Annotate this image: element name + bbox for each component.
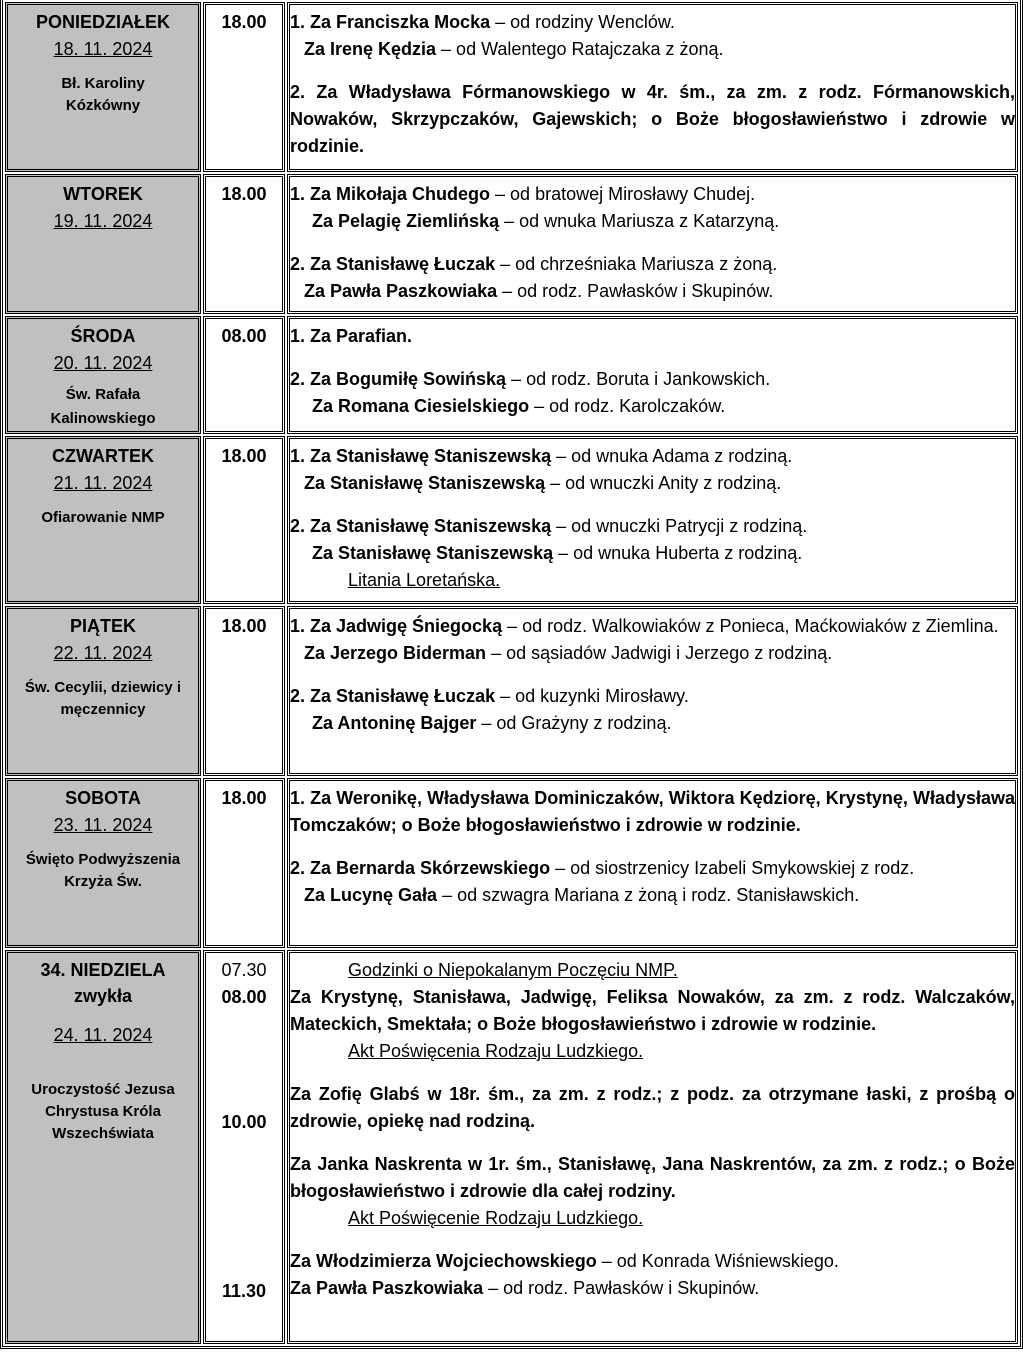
day-name: PIĄTEK bbox=[69, 616, 136, 636]
intentions-cell bbox=[287, 778, 1018, 948]
intention: 2. Za Stanisławę Staniszewską – od wnuczki Patrycji z rodziną. bbox=[290, 516, 808, 536]
intention: Za Zofię Glabś w 18r. śm., za zm. z rodz.; z podz. za otrzymane łaski, z prośbą o zdrowie, opiekę nad rodziną. bbox=[290, 1084, 1015, 1131]
mass-time: 18.00 bbox=[221, 788, 267, 808]
day-cell bbox=[5, 436, 201, 604]
intention: Za Krystynę, Stanisława, Jadwigę, Feliksa Nowaków, za zm. z rodz. Walczaków, Mateckich, Smektała; o Boże błogosławieństwo i zdrowie w rodzinie. bbox=[290, 987, 1015, 1034]
intention: Za Irenę Kędzia – od Walentego Ratajczaka z żoną. bbox=[304, 39, 724, 59]
liturgy-note: Akt Poświęcenie Rodzaju Ludzkiego. bbox=[348, 1208, 644, 1228]
liturgy-note: Akt Poświęcenia Rodzaju Ludzkiego. bbox=[348, 1041, 644, 1061]
time-cell bbox=[203, 606, 285, 776]
day-cell bbox=[5, 606, 201, 776]
intention: 2. Za Władysława Fórmanowskiego w 4r. śm., za zm. z rodz. Fórmanowskich, Nowaków, Skrzypczaków, Gajewskich; o Boże błogosławieństwo i zdrowie w rodzinie. bbox=[290, 82, 1015, 156]
mass-time: 18.00 bbox=[221, 184, 267, 204]
day-name: 34. NIEDZIELA zwykła bbox=[40, 960, 166, 1006]
day-date: 19. 11. 2024 bbox=[53, 211, 153, 231]
intention: Za Romana Ciesielskiego – od rodz. Karolczaków. bbox=[312, 396, 726, 416]
intention: 1. Za Jadwigę Śniegocką – od rodz. Walkowiaków z Ponieca, Maćkowiaków z Ziemlina. bbox=[290, 616, 999, 636]
time-cell bbox=[203, 436, 285, 604]
intention: 2. Za Stanisławę Łuczak – od kuzynki Mirosławy. bbox=[290, 686, 689, 706]
intention: Za Antoninę Bajger – od Grażyny z rodziną. bbox=[312, 713, 672, 733]
day-date: 22. 11. 2024 bbox=[53, 643, 153, 663]
day-cell bbox=[5, 174, 201, 314]
day-date: 20. 11. 2024 bbox=[53, 353, 153, 373]
mass-time: 18.00 bbox=[221, 616, 267, 636]
day-row-saturday bbox=[5, 778, 1018, 948]
day-name: ŚRODA bbox=[70, 326, 136, 346]
day-name: SOBOTA bbox=[65, 788, 141, 808]
intention: Za Pelagię Ziemlińską – od wnuka Mariusza z Katarzyną. bbox=[312, 211, 780, 231]
day-date: 23. 11. 2024 bbox=[53, 815, 153, 835]
intention: Za Janka Naskrenta w 1r. śm., Stanisławę, Jana Naskrentów, za zm. z rodz.; o Boże błogosławieństwo i zdrowie dla całej rodziny. bbox=[290, 1154, 1015, 1201]
intention: Za Stanisławę Staniszewską – od wnuczki Anity z rodziną. bbox=[304, 473, 782, 493]
mass-time: 07.30 bbox=[221, 960, 267, 980]
day-row-friday bbox=[5, 606, 1018, 776]
day-row-thursday bbox=[5, 436, 1018, 604]
intention: Za Pawła Paszkowiaka – od rodz. Pawłasków i Skupinów. bbox=[290, 1278, 760, 1298]
day-row-monday bbox=[5, 2, 1018, 172]
liturgy-note: Litania Loretańska. bbox=[348, 570, 501, 590]
intention: 2. Za Bernarda Skórzewskiego – od siostrzenicy Izabeli Smykowskiej z rodz. bbox=[290, 858, 915, 878]
intention: Za Stanisławę Staniszewską – od wnuka Huberta z rodziną. bbox=[312, 543, 803, 563]
day-row-sunday bbox=[5, 950, 1018, 1344]
day-feast: Uroczystość Jezusa Chrystusa Króla Wszechświata bbox=[31, 1081, 175, 1142]
mass-time: 08.00 bbox=[221, 987, 267, 1007]
time-cell bbox=[203, 950, 285, 1344]
day-row-tuesday bbox=[5, 174, 1018, 314]
day-name: CZWARTEK bbox=[52, 446, 154, 466]
day-name: WTOREK bbox=[63, 184, 143, 204]
intention: 1. Za Franciszka Mocka – od rodziny Wenclów. bbox=[290, 12, 675, 32]
day-feast: Bł. Karoliny Kózkówny bbox=[61, 75, 145, 114]
intention: Za Lucynę Gała – od szwagra Mariana z żoną i rodz. Stanisławskich. bbox=[304, 885, 860, 905]
liturgy-note: Godzinki o Niepokalanym Poczęciu NMP. bbox=[348, 960, 678, 980]
day-feast: Święto Podwyższenia Krzyża Św. bbox=[25, 851, 181, 890]
time-cell bbox=[203, 2, 285, 172]
intention: 1. Za Mikołaja Chudego – od bratowej Mirosławy Chudej. bbox=[290, 184, 756, 204]
day-row-wednesday bbox=[5, 316, 1018, 434]
day-cell bbox=[5, 2, 201, 172]
day-cell bbox=[5, 950, 201, 1344]
mass-time: 18.00 bbox=[221, 446, 267, 466]
intention: 1. Za Parafian. bbox=[290, 326, 413, 346]
intentions-cell bbox=[287, 2, 1018, 172]
day-feast: Św. Cecylii, dziewicy i męczennicy bbox=[24, 679, 182, 718]
time-cell bbox=[203, 316, 285, 434]
intentions-cell bbox=[287, 174, 1018, 314]
intention: Za Jerzego Biderman – od sąsiadów Jadwigi i Jerzego z rodziną. bbox=[304, 643, 833, 663]
intentions-cell bbox=[287, 316, 1018, 434]
intentions-cell bbox=[287, 436, 1018, 604]
day-date: 18. 11. 2024 bbox=[53, 39, 153, 59]
mass-time: 11.30 bbox=[221, 1281, 267, 1301]
day-feast: Ofiarowanie NMP bbox=[41, 509, 165, 526]
day-date: 24. 11. 2024 bbox=[53, 1025, 153, 1045]
day-cell bbox=[5, 316, 201, 434]
intention: 1. Za Weronikę, Władysława Dominiczaków, Wiktora Kędziorę, Krystynę, Władysława Tomczaków; o Boże błogosławieństwo i zdrowie w rodzinie. bbox=[290, 788, 1015, 835]
intention: Za Pawła Paszkowiaka – od rodz. Pawłasków i Skupinów. bbox=[304, 281, 774, 301]
day-date: 21. 11. 2024 bbox=[53, 473, 153, 493]
day-feast: Św. Rafała Kalinowskiego bbox=[50, 386, 156, 427]
intention: Za Włodzimierza Wojciechowskiego – od Konrada Wiśniewskiego. bbox=[290, 1251, 839, 1271]
intentions-cell bbox=[287, 606, 1018, 776]
time-cell bbox=[203, 778, 285, 948]
mass-time: 08.00 bbox=[221, 326, 267, 346]
day-cell bbox=[5, 778, 201, 948]
intentions-cell bbox=[287, 950, 1018, 1344]
intention: 2. Za Stanisławę Łuczak – od chrześniaka Mariusza z żoną. bbox=[290, 254, 778, 274]
intention: 2. Za Bogumiłę Sowińską – od rodz. Boruta i Jankowskich. bbox=[290, 369, 771, 389]
intention: 1. Za Stanisławę Staniszewską – od wnuka Adama z rodziną. bbox=[290, 446, 793, 466]
mass-time: 10.00 bbox=[221, 1112, 267, 1132]
time-cell bbox=[203, 174, 285, 314]
mass-time: 18.00 bbox=[221, 12, 267, 32]
day-name: PONIEDZIAŁEK bbox=[35, 12, 170, 32]
